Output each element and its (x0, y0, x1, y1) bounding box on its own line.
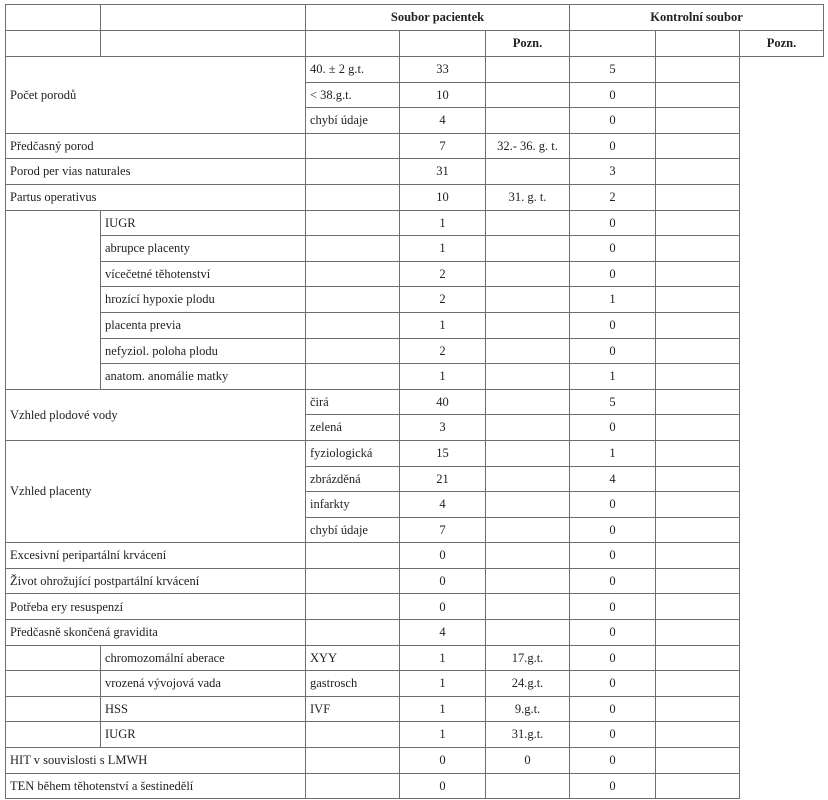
control-note (656, 82, 740, 108)
control-value: 1 (570, 440, 656, 466)
control-value: 0 (570, 594, 656, 620)
control-value: 0 (570, 543, 656, 569)
patients-value: 1 (400, 236, 486, 262)
row-sublabel: vícečetné těhotenství (101, 261, 306, 287)
table-row (6, 696, 824, 722)
control-note (656, 108, 740, 134)
control-note (656, 287, 740, 313)
row-subcategory: infarkty (306, 492, 400, 518)
row-label: Předčasně skončená gravidita (6, 620, 306, 646)
row-label: Předčasný porod (6, 133, 306, 159)
table-row (6, 389, 824, 415)
row-subcategory (306, 236, 400, 262)
row-subcategory (306, 338, 400, 364)
row-subcategory: 40. ± 2 g.t. (306, 57, 400, 83)
control-value: 3 (570, 159, 656, 185)
patients-value: 0 (400, 543, 486, 569)
control-note (656, 568, 740, 594)
table-row (6, 645, 824, 671)
table-row (6, 671, 824, 697)
patients-value: 10 (400, 82, 486, 108)
control-note (656, 364, 740, 390)
row-subcategory (306, 620, 400, 646)
patients-note (486, 466, 570, 492)
indent-cell (6, 645, 101, 671)
control-value: 5 (570, 389, 656, 415)
control-value: 0 (570, 671, 656, 697)
table-row (6, 57, 824, 83)
indent-cell (6, 671, 101, 697)
control-note (656, 57, 740, 83)
patients-note (486, 82, 570, 108)
row-label: HIT v souvislosti s LMWH (6, 748, 306, 774)
row-subcategory (306, 159, 400, 185)
patients-note: 32.- 36. g. t. (486, 133, 570, 159)
control-value: 0 (570, 236, 656, 262)
row-subcategory: < 38.g.t. (306, 82, 400, 108)
row-label: Partus operativus (6, 184, 306, 210)
row-subcategory (306, 568, 400, 594)
table-row (6, 338, 824, 364)
table-row (6, 568, 824, 594)
patients-note (486, 543, 570, 569)
control-note (656, 133, 740, 159)
patients-note (486, 338, 570, 364)
patients-note: 31. g. t. (486, 184, 570, 210)
table-row (6, 620, 824, 646)
control-note (656, 159, 740, 185)
row-label: Počet porodů (6, 57, 306, 134)
row-subcategory: IVF (306, 696, 400, 722)
row-subcategory (306, 748, 400, 774)
control-value: 0 (570, 210, 656, 236)
row-subcategory (306, 364, 400, 390)
row-label: TEN během těhotenství a šestinedělí (6, 773, 306, 799)
patients-value: 33 (400, 57, 486, 83)
patients-value: 1 (400, 364, 486, 390)
row-subcategory (306, 312, 400, 338)
control-value: 0 (570, 338, 656, 364)
row-subcategory: čirá (306, 389, 400, 415)
table-row (6, 133, 824, 159)
row-sublabel: IUGR (101, 722, 306, 748)
patients-value: 3 (400, 415, 486, 441)
header-empty-cell (656, 31, 740, 57)
row-sublabel: IUGR (101, 210, 306, 236)
control-value: 0 (570, 568, 656, 594)
table-row (6, 440, 824, 466)
control-value: 0 (570, 620, 656, 646)
row-subcategory (306, 210, 400, 236)
control-note (656, 338, 740, 364)
row-label: Porod per vias naturales (6, 159, 306, 185)
table-row (6, 184, 824, 210)
row-label: Vzhled placenty (6, 440, 306, 542)
row-sublabel: anatom. anomálie matky (101, 364, 306, 390)
patients-note: 0 (486, 748, 570, 774)
control-note (656, 594, 740, 620)
row-subcategory (306, 287, 400, 313)
patients-note: 24.g.t. (486, 671, 570, 697)
control-note (656, 236, 740, 262)
patients-value: 4 (400, 620, 486, 646)
control-value: 0 (570, 645, 656, 671)
control-value: 0 (570, 312, 656, 338)
table-row (6, 236, 824, 262)
row-label: Excesivní peripartální krvácení (6, 543, 306, 569)
data-table (5, 4, 824, 799)
control-note (656, 184, 740, 210)
control-note (656, 722, 740, 748)
control-value: 0 (570, 108, 656, 134)
control-note (656, 620, 740, 646)
header-control: Kontrolní soubor (570, 5, 824, 31)
control-note (656, 517, 740, 543)
patients-value: 1 (400, 722, 486, 748)
control-value: 0 (570, 517, 656, 543)
control-value: 1 (570, 287, 656, 313)
control-note (656, 492, 740, 518)
control-note (656, 261, 740, 287)
row-sublabel: vrozená vývojová vada (101, 671, 306, 697)
control-value: 0 (570, 492, 656, 518)
row-subcategory (306, 773, 400, 799)
patients-note: 31.g.t. (486, 722, 570, 748)
control-value: 0 (570, 415, 656, 441)
patients-value: 21 (400, 466, 486, 492)
header-note-patients: Pozn. (486, 31, 570, 57)
table-row (6, 312, 824, 338)
patients-note (486, 108, 570, 134)
indent-cell (6, 696, 101, 722)
table-row (6, 287, 824, 313)
table-row (6, 364, 824, 390)
row-subcategory: chybí údaje (306, 517, 400, 543)
header-empty-cell (101, 5, 306, 31)
indent-cell (6, 722, 101, 748)
patients-value: 1 (400, 645, 486, 671)
patients-note (486, 210, 570, 236)
patients-note (486, 415, 570, 441)
row-sublabel: HSS (101, 696, 306, 722)
row-subcategory (306, 133, 400, 159)
patients-note (486, 492, 570, 518)
table-row (6, 594, 824, 620)
table-row (6, 722, 824, 748)
control-value: 1 (570, 364, 656, 390)
header-note-control: Pozn. (740, 31, 824, 57)
header-patients: Soubor pacientek (306, 5, 570, 31)
header-empty-cell (306, 31, 400, 57)
patients-value: 0 (400, 568, 486, 594)
patients-value: 31 (400, 159, 486, 185)
control-value: 5 (570, 57, 656, 83)
patients-note (486, 773, 570, 799)
table-row (6, 261, 824, 287)
row-label: Život ohrožující postpartální krvácení (6, 568, 306, 594)
patients-note: 17.g.t. (486, 645, 570, 671)
control-value: 0 (570, 696, 656, 722)
row-label: Vzhled plodové vody (6, 389, 306, 440)
header-empty-cell (6, 5, 101, 31)
control-value: 0 (570, 773, 656, 799)
row-subcategory (306, 261, 400, 287)
patients-value: 0 (400, 594, 486, 620)
patients-value: 2 (400, 287, 486, 313)
row-subcategory: zelená (306, 415, 400, 441)
row-sublabel: hrozící hypoxie plodu (101, 287, 306, 313)
control-note (656, 415, 740, 441)
patients-note (486, 287, 570, 313)
table-row (6, 210, 824, 236)
row-subcategory: XYY (306, 645, 400, 671)
patients-note (486, 568, 570, 594)
control-note (656, 210, 740, 236)
row-subcategory: fyziologická (306, 440, 400, 466)
row-subcategory (306, 594, 400, 620)
row-subcategory (306, 722, 400, 748)
header-row-groups (6, 5, 824, 31)
patients-note: 9.g.t. (486, 696, 570, 722)
control-value: 0 (570, 133, 656, 159)
control-value: 4 (570, 466, 656, 492)
patients-note (486, 364, 570, 390)
row-subcategory (306, 184, 400, 210)
control-note (656, 543, 740, 569)
indent-cell (6, 210, 101, 389)
patients-value: 1 (400, 696, 486, 722)
patients-value: 7 (400, 133, 486, 159)
patients-note (486, 312, 570, 338)
control-note (656, 645, 740, 671)
header-empty-cell (6, 31, 101, 57)
row-label: Potřeba ery resuspenzí (6, 594, 306, 620)
control-note (656, 671, 740, 697)
control-note (656, 748, 740, 774)
control-value: 2 (570, 184, 656, 210)
row-sublabel: placenta previa (101, 312, 306, 338)
row-subcategory (306, 543, 400, 569)
patients-value: 1 (400, 671, 486, 697)
patients-value: 2 (400, 338, 486, 364)
patients-note (486, 57, 570, 83)
control-value: 0 (570, 261, 656, 287)
patients-value: 40 (400, 389, 486, 415)
patients-note (486, 261, 570, 287)
row-sublabel: chromozomální aberace (101, 645, 306, 671)
patients-value: 2 (400, 261, 486, 287)
control-note (656, 312, 740, 338)
control-value: 0 (570, 722, 656, 748)
patients-value: 1 (400, 312, 486, 338)
row-sublabel: abrupce placenty (101, 236, 306, 262)
patients-note (486, 236, 570, 262)
table-row (6, 773, 824, 799)
row-subcategory: chybí údaje (306, 108, 400, 134)
patients-note (486, 594, 570, 620)
control-note (656, 389, 740, 415)
patients-note (486, 440, 570, 466)
header-empty-cell (570, 31, 656, 57)
patients-value: 4 (400, 108, 486, 134)
control-note (656, 696, 740, 722)
header-empty-cell (101, 31, 306, 57)
patients-note (486, 517, 570, 543)
patients-note (486, 389, 570, 415)
table-row (6, 159, 824, 185)
patients-value: 1 (400, 210, 486, 236)
control-value: 0 (570, 748, 656, 774)
row-subcategory: gastrosch (306, 671, 400, 697)
row-subcategory: zbrázděná (306, 466, 400, 492)
patients-value: 15 (400, 440, 486, 466)
patients-note (486, 159, 570, 185)
header-empty-cell (400, 31, 486, 57)
control-note (656, 466, 740, 492)
control-note (656, 440, 740, 466)
control-note (656, 773, 740, 799)
table-row (6, 748, 824, 774)
patients-value: 0 (400, 773, 486, 799)
header-row-notes (6, 31, 824, 57)
row-sublabel: nefyziol. poloha plodu (101, 338, 306, 364)
control-value: 0 (570, 82, 656, 108)
patients-value: 10 (400, 184, 486, 210)
table-row (6, 543, 824, 569)
patients-note (486, 620, 570, 646)
patients-value: 7 (400, 517, 486, 543)
patients-value: 4 (400, 492, 486, 518)
patients-value: 0 (400, 748, 486, 774)
